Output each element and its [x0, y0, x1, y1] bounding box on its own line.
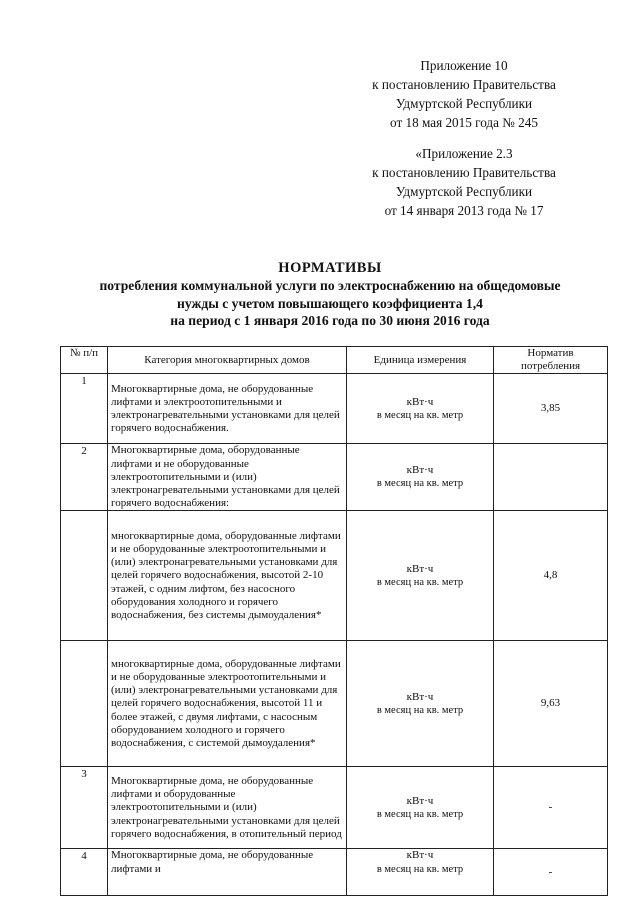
table-row — [61, 511, 608, 641]
row-number — [61, 511, 108, 641]
header-unit: Единица измерения — [347, 347, 494, 374]
row-category: Многоквартирные дома, не оборудованные лифтами и электроотопительными и электронагревательными установками для целей горячего водоснабжения. — [108, 374, 347, 444]
row-unit — [347, 641, 494, 767]
unit-kwh: кВт·ч — [406, 464, 434, 477]
unit-per-sqm: в месяц на кв. метр — [376, 863, 464, 875]
appendix-2-3-block — [346, 144, 582, 220]
appendix-line: от 14 января 2013 года № 17 — [384, 203, 544, 218]
unit-per-sqm: в месяц на кв. метр — [376, 576, 464, 588]
table-row — [61, 444, 608, 511]
table-row — [61, 849, 608, 896]
unit-kwh: кВт·ч — [406, 690, 434, 703]
row-norm-value: - — [494, 767, 608, 849]
row-category: Многоквартирные дома, не оборудованные лифтами и оборудованные электроотопительными и (или) электронагревательными установками для целей горячего водоснабжения, в отопительный период — [108, 767, 347, 849]
unit-per-sqm: в месяц на кв. метр — [376, 704, 464, 716]
unit-per-sqm: в месяц на кв. метр — [376, 808, 464, 820]
appendix-line: к постановлению Правительства — [372, 77, 556, 92]
unit-per-sqm: в месяц на кв. метр — [376, 409, 464, 421]
heading-line: потребления коммунальной услуги по электроснабжению на общедомовые — [99, 278, 561, 293]
table-header-row — [61, 347, 608, 374]
row-unit — [347, 374, 494, 444]
row-category: многоквартирные дома, оборудованные лифтами и не оборудованные электроотопительными и (или) электронагревательными установками для целей горячего водоснабжения, высотой 2-10 этажей, с одним лифтом, без насосного оборудования холодного и горячего водоснабжения, без системы дымоудаления* — [108, 511, 347, 641]
appendix-10-block — [346, 56, 582, 132]
row-number: 1 — [61, 374, 108, 444]
row-norm-value: - — [494, 849, 608, 896]
appendix-line: «Приложение 2.3 — [415, 146, 513, 161]
heading-line: на период с 1 января 2016 года по 30 июня 2016 года — [170, 313, 490, 328]
row-norm-value: 9,63 — [494, 641, 608, 767]
header-category: Категория многоквартирных домов — [108, 347, 347, 374]
unit-kwh: кВт·ч — [406, 395, 434, 408]
unit-kwh: кВт·ч — [406, 794, 434, 807]
row-norm-value: 3,85 — [494, 374, 608, 444]
row-number — [61, 641, 108, 767]
row-category: Многоквартирные дома, не оборудованные лифтами и — [108, 849, 347, 896]
row-number: 3 — [61, 767, 108, 849]
appendix-line: Удмуртской Республики — [395, 184, 533, 199]
row-number: 2 — [61, 444, 108, 511]
header-number: № п/п — [61, 347, 108, 374]
document-heading — [40, 259, 620, 330]
appendix-line: к постановлению Правительства — [372, 165, 556, 180]
row-unit — [347, 444, 494, 511]
row-unit — [347, 511, 494, 641]
table-row — [61, 767, 608, 849]
appendix-line: Приложение 10 — [420, 58, 508, 73]
appendix-line: Удмуртской Республики — [395, 96, 533, 111]
unit-kwh: кВт·ч — [406, 849, 434, 862]
row-norm-value — [494, 444, 608, 511]
norms-table — [60, 346, 608, 896]
row-unit — [347, 767, 494, 849]
row-number: 4 — [61, 849, 108, 896]
row-unit — [347, 849, 494, 896]
table-row — [61, 641, 608, 767]
header-norm: Норматив потребления — [494, 347, 608, 374]
document-title: НОРМАТИВЫ — [278, 260, 382, 276]
table-row — [61, 374, 608, 444]
unit-per-sqm: в месяц на кв. метр — [376, 478, 464, 490]
row-category: Многоквартирные дома, оборудованные лифтами и не оборудованные электроотопительными и (или) электронагревательными установками для целей горячего водоснабжения: — [108, 444, 347, 511]
heading-line: нужды с учетом повышающего коэффициента 1,4 — [177, 295, 483, 311]
appendix-line: от 18 мая 2015 года № 245 — [390, 115, 538, 130]
row-norm-value: 4,8 — [494, 511, 608, 641]
unit-kwh: кВт·ч — [406, 562, 434, 575]
row-category: многоквартирные дома, оборудованные лифтами и не оборудованные электроотопительными и (или) электронагревательными установками для целей горячего водоснабжения, высотой 11 и более этажей, с двумя лифтами, с насосным оборудованием холодного и горячего водоснабжения, с системой дымоудаления* — [108, 641, 347, 767]
